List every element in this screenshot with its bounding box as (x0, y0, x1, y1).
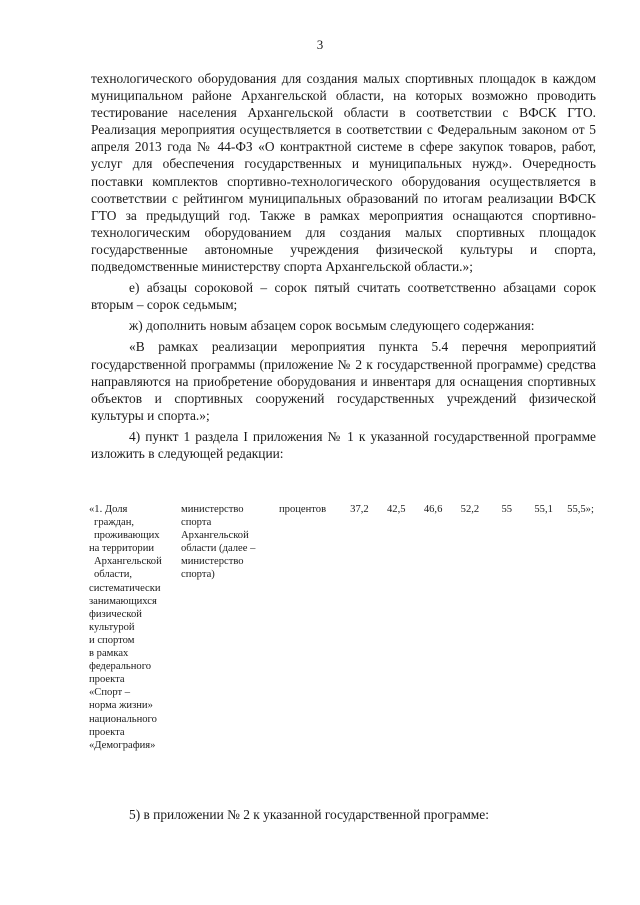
cell-line: «1. Доля (89, 504, 128, 515)
cell-line: Архангельской (181, 530, 249, 542)
text-line: в соответствии с рейтингом муниципальных образований по итогам (91, 173, 596, 206)
value-cell: 42,5 (386, 504, 406, 515)
cell-line: Архангельской (94, 556, 162, 568)
text-line: в каждом муниципальном районе Архангельской области, на которых (91, 71, 596, 104)
cell-line: проекта (89, 674, 125, 686)
cell-line: культурой (89, 621, 135, 633)
cell-line: министерство (181, 504, 244, 515)
text-line: оснащаются спортивно-технологическим оборудованием для создания малых (91, 207, 596, 240)
text-line: средства направляются на приобретение оборудования и инвентаря для (91, 356, 596, 389)
indicator-table (89, 503, 599, 752)
text-line: программе изложить в следующей редакции: (91, 428, 596, 461)
cell-line: национального (89, 713, 157, 725)
text-line: обеспечения государственных и муниципальных нужд». Очередность (162, 156, 596, 172)
paragraph-continuation (91, 70, 596, 275)
value-cell: 55,5»; (567, 504, 594, 515)
text-line: государственной программы (приложение № 2 к государственной программе) (91, 356, 543, 372)
value-cell: 37,2 (350, 504, 369, 515)
paragraph-item-zh (91, 317, 596, 334)
body-text (91, 70, 596, 462)
text-line: 4) пункт 1 раздела I приложения № 1 к указанной государственной (129, 428, 530, 444)
paragraph-item-e (91, 279, 596, 313)
text-line: учреждений физической культуры и спорта.»; (91, 390, 596, 423)
value-cell: 46,6 (423, 504, 443, 515)
cell-line: проживающих (94, 530, 160, 542)
text-line: в соответствии с Федеральным законом от 5 апреля 2013 года № 44-ФЗ (91, 122, 596, 155)
closing-paragraph: 5) в приложении № 2 к указанной государственной программе: (129, 807, 489, 822)
text-line: в соответствии с ВФСК ГТО. Реализация мероприятия осуществляется (91, 105, 596, 138)
text-line: реализации ВФСК ГТО за предыдущий год. Также в рамках мероприятия (91, 190, 596, 223)
paragraph-new-text (91, 338, 596, 423)
cell-line: норма жизни» (89, 700, 153, 712)
value-cell: 52,2 (460, 504, 480, 515)
cell-line: в рамках (89, 648, 129, 660)
cell-line: физической (89, 608, 142, 620)
text-line: области.»; (414, 259, 473, 275)
cell-line: министерство (181, 556, 244, 568)
text-line: «В рамках реализации мероприятия пункта 5.4 перечня мероприятий (129, 339, 596, 355)
cell-line: спорта (181, 517, 212, 529)
cell-line: спорта) (181, 569, 215, 581)
cell-line: и спортом (89, 634, 135, 646)
text-line: возможно проводить тестирование населения Архангельской области (91, 88, 596, 121)
table-row (89, 503, 599, 752)
responsible-cell (181, 503, 279, 752)
unit-cell: процентов (279, 504, 327, 515)
cell-line: области, (94, 569, 133, 581)
cell-line: на территории (89, 543, 155, 555)
value-cell: 55,1 (534, 504, 553, 515)
text-line: поставки комплектов спортивно-технологического оборудования осуществляется (91, 173, 581, 189)
cell-line: федерального (89, 661, 152, 673)
cell-line: проекта (89, 726, 125, 738)
cell-line: занимающихся (89, 595, 157, 607)
cell-line: граждан, (94, 517, 135, 529)
page-number: 3 (316, 37, 324, 52)
text-line: е) абзацы сороковой – сорок пятый считать соответственно абзацами (129, 280, 557, 296)
text-line: оснащения спортивных объектов и спортивных сооружений государственных (91, 373, 596, 406)
text-line: сорок вторым – сорок седьмым; (91, 280, 596, 313)
text-line: культуры и спорта, подведомственные министерству спорта Архангельской (91, 241, 596, 275)
text-line: технологического оборудования для создания малых спортивных площадок (91, 71, 536, 86)
text-line: «О контрактной системе в сфере закупок товаров, работ, услуг для (91, 139, 596, 172)
cell-line: систематически (89, 582, 161, 594)
cell-line: «Спорт – (89, 687, 131, 699)
cell-line: «Демография» (89, 739, 156, 751)
paragraph-item-4 (91, 428, 596, 462)
indicator-name-cell (89, 503, 181, 752)
text-line: спортивных площадок государственные автономные учреждения физической (91, 224, 596, 257)
text-line: ж) дополнить новым абзацем сорок восьмым следующего содержания: (129, 318, 535, 334)
value-cell: 55 (501, 504, 513, 515)
cell-line: области (далее – (181, 543, 256, 555)
